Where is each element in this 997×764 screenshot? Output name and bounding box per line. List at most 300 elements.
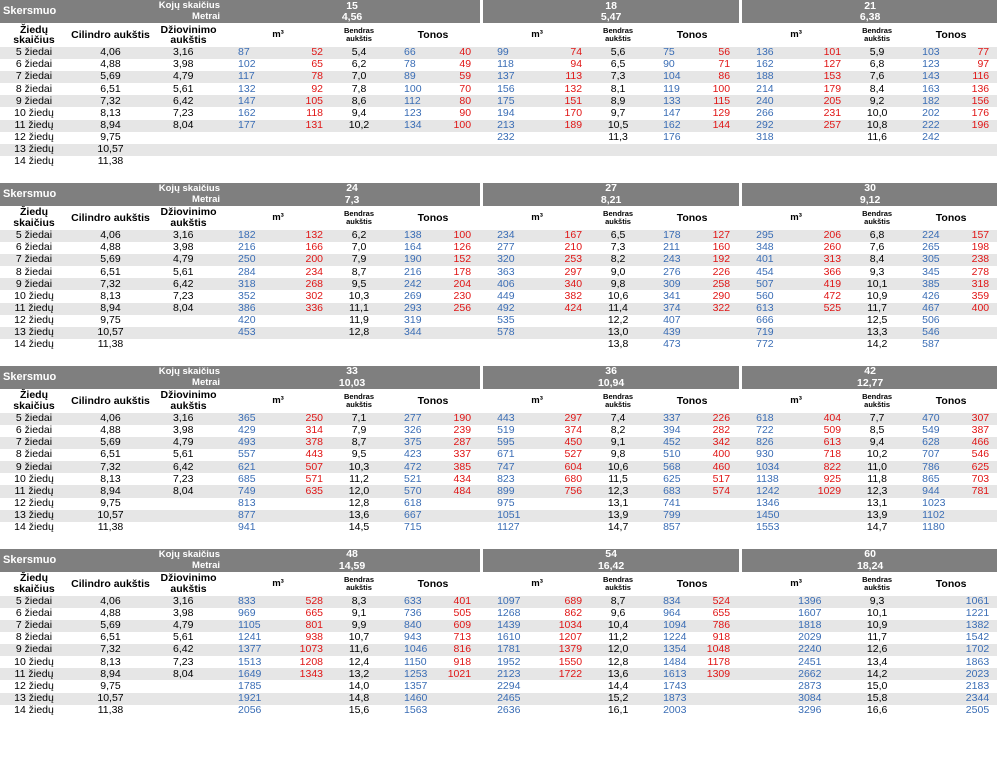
tons-alt-cell [444, 680, 480, 692]
legs-meters-label [153, 549, 224, 572]
cylinder-height-cell: 4,88 [100, 59, 121, 71]
table-row [0, 59, 997, 71]
volume-m3-alt-cell: 302 [305, 290, 324, 302]
tons-cell: 1046 [386, 644, 444, 656]
tons-alt-cell: 517 [712, 473, 731, 485]
volume-m3-cell: 1105 [224, 620, 280, 632]
volume-m3-alt-cell [280, 510, 332, 522]
table-row [0, 339, 997, 351]
tons-alt-cell [703, 132, 739, 144]
table-row [0, 230, 997, 242]
tons-alt-cell: 546 [971, 449, 990, 461]
volume-m3-cell: 429 [238, 424, 256, 437]
tons-alt-cell: 2183 [965, 680, 990, 692]
total-height-cell: 11,0 [850, 461, 904, 473]
volume-m3-cell: 969 [238, 607, 256, 620]
tons-alt-cell: 157 [962, 230, 997, 242]
volume-m3-alt-cell: 297 [564, 266, 583, 278]
volume-m3-cell: 99 [483, 47, 539, 59]
tons-header: Tonos [676, 394, 708, 407]
volume-m3-cell: 454 [756, 266, 774, 278]
volume-m3-alt-cell: 925 [823, 473, 842, 485]
tons-cell [904, 632, 962, 644]
volume-m3-cell [742, 632, 798, 644]
total-height-cell: 13,2 [332, 668, 386, 680]
volume-m3-cell: 613 [742, 303, 798, 315]
volume-m3-alt-cell: 680 [564, 473, 583, 485]
tons-alt-cell: 918 [453, 656, 472, 668]
drying-height-header: Džiovinimo aukštis [160, 572, 217, 595]
tons-cell: 176 [663, 131, 681, 143]
cylinder-height-cell: 4,06 [68, 230, 153, 242]
cylinder-height-cell: 4,06 [68, 413, 153, 425]
table-row [0, 449, 997, 461]
total-height-cell: 10,2 [866, 449, 888, 461]
tons-alt-cell: 176 [971, 107, 990, 119]
cylinder-height-cell: 8,94 [68, 120, 153, 132]
volume-m3-cell: 1439 [483, 620, 539, 632]
volume-m3-alt-cell: 528 [280, 596, 332, 608]
tons-alt-cell: 40 [444, 47, 480, 59]
volume-m3-cell: 899 [483, 485, 539, 497]
volume-m3-cell: 2294 [497, 680, 521, 692]
total-height-cell: 10,9 [850, 620, 904, 632]
volume-m3-alt-cell [539, 680, 591, 692]
tons-cell: 162 [645, 120, 703, 132]
volume-m3-alt-cell: 378 [280, 437, 332, 449]
total-height-cell: 10,9 [866, 290, 888, 302]
table-row [0, 461, 997, 473]
volume-m3-alt-cell: 613 [798, 437, 850, 449]
tons-cell: 407 [663, 314, 681, 326]
group-meters: 14,59 [224, 560, 480, 572]
volume-m3-alt-cell: 336 [280, 303, 332, 315]
tons-cell: 467 [904, 303, 962, 315]
volume-m3-alt-cell: 94 [570, 59, 583, 71]
volume-m3-cell: 671 [497, 449, 515, 461]
volume-m3-alt-cell [539, 339, 591, 351]
table-row [0, 705, 997, 717]
cylinder-height-cell: 8,13 [100, 290, 121, 302]
volume-m3-cell: 117 [224, 71, 280, 83]
volume-m3-alt-cell: 604 [539, 461, 591, 473]
tons-cell [386, 339, 444, 351]
volume-m3-cell: 175 [483, 95, 539, 107]
total-height-cell: 10,6 [607, 290, 629, 302]
volume-m3-cell: 833 [224, 596, 280, 608]
rings-count-header: Žiedų skaičius [13, 23, 55, 46]
tons-cell [904, 668, 962, 680]
legs-meters-label [153, 366, 224, 389]
volume-m3-cell: 318 [224, 278, 280, 290]
volume-m3-alt-cell: 822 [798, 461, 850, 473]
tons-alt-cell: 70 [459, 83, 472, 95]
volume-m3-header: m³ [531, 28, 543, 40]
tons-alt-cell: 226 [703, 413, 739, 425]
volume-m3-cell: 137 [483, 71, 539, 83]
tons-alt-cell: 385 [444, 461, 480, 473]
volume-m3-cell: 975 [497, 497, 515, 509]
section-table [0, 366, 997, 534]
volume-m3-alt-cell [798, 315, 850, 327]
tons-cell: 78 [404, 59, 416, 71]
total-height-cell: 6,5 [610, 59, 626, 71]
tons-cell: 865 [922, 473, 940, 485]
tons-alt-cell [703, 156, 739, 168]
tons-alt-cell: 359 [971, 290, 990, 302]
total-height-cell: 14,4 [607, 680, 629, 692]
volume-m3-cell: 232 [497, 131, 515, 143]
volume-m3-cell: 666 [756, 314, 774, 326]
volume-m3-header: m³ [790, 28, 802, 40]
total-height-cell: 13,0 [591, 327, 645, 339]
volume-m3-alt-cell [798, 327, 850, 339]
table-row [0, 303, 997, 315]
tons-cell: 510 [663, 449, 681, 461]
total-height-cell: 10,5 [591, 120, 645, 132]
tons-alt-cell: 190 [444, 413, 480, 425]
volume-m3-alt-cell: 153 [798, 71, 850, 83]
rings-count-cell: 12 žiedų [14, 497, 54, 509]
volume-m3-alt-cell: 52 [280, 47, 332, 59]
volume-m3-cell: 182 [224, 230, 280, 242]
total-height-cell: 11,9 [349, 314, 369, 326]
volume-m3-alt-cell [798, 144, 850, 156]
volume-m3-cell: 295 [742, 230, 798, 242]
volume-m3-alt-cell: 527 [564, 449, 583, 461]
tons-alt-cell: 1863 [965, 656, 990, 668]
table-row [0, 132, 997, 144]
volume-m3-cell: 156 [497, 83, 515, 95]
drying-height-cell: 6,42 [153, 95, 224, 107]
total-height-cell: 7,1 [332, 413, 386, 425]
volume-m3-alt-cell: 374 [564, 424, 583, 437]
total-height-cell: 11,6 [332, 644, 386, 656]
total-height-cell: 9,7 [610, 107, 626, 119]
tons-alt-cell [703, 315, 739, 327]
cylinder-height-cell: 6,51 [100, 632, 121, 644]
section-spacer [0, 534, 997, 549]
volume-m3-cell: 177 [224, 120, 280, 132]
total-height-cell: 11,5 [608, 473, 628, 485]
drying-height-cell: 7,23 [173, 107, 194, 119]
tons-alt-cell: 918 [712, 632, 731, 644]
total-height-cell: 11,2 [608, 632, 628, 644]
rings-count-cell: 7 žiedai [0, 620, 68, 632]
tons-alt-cell: 1702 [962, 644, 997, 656]
total-height-cell: 12,4 [348, 656, 370, 668]
total-height-cell [591, 156, 645, 168]
volume-m3-alt-cell [280, 315, 332, 327]
tons-cell: 123 [404, 107, 422, 119]
rings-count-cell: 8 žiedai [15, 83, 53, 95]
volume-m3-alt-cell: 801 [280, 620, 332, 632]
rings-count-cell: 8 žiedai [15, 632, 53, 644]
volume-m3-alt-cell: 1208 [299, 656, 324, 668]
total-height-cell: 13,9 [850, 510, 904, 522]
volume-m3-alt-cell [539, 156, 591, 168]
tons-cell: 834 [645, 596, 703, 608]
drying-height-cell: 3,98 [173, 59, 194, 71]
tons-cell: 452 [645, 437, 703, 449]
volume-m3-alt-cell: 472 [823, 290, 842, 302]
cylinder-height-cell: 6,51 [100, 83, 121, 95]
skersmuo-label: Skersmuo [0, 0, 153, 23]
section-table [0, 0, 997, 168]
total-height-cell: 9,0 [610, 266, 626, 278]
total-height-cell: 7,0 [351, 242, 367, 254]
drying-height-cell: 7,23 [173, 656, 194, 668]
volume-m3-cell [742, 656, 798, 668]
tons-cell: 840 [386, 620, 444, 632]
tons-cell: 587 [922, 338, 940, 351]
tons-cell: 202 [922, 107, 940, 119]
volume-m3-alt-cell: 862 [564, 607, 583, 620]
volume-m3-alt-cell: 105 [280, 95, 332, 107]
tons-cell: 1253 [386, 668, 444, 680]
volume-m3-alt-cell: 92 [311, 83, 324, 95]
group-meters: 18,24 [742, 560, 997, 572]
volume-m3-header: m³ [531, 577, 543, 589]
tons-alt-cell: 100 [712, 83, 731, 95]
volume-m3-alt-cell [539, 693, 591, 705]
total-height-cell: 13,1 [607, 497, 629, 509]
volume-m3-alt-cell: 1073 [280, 644, 332, 656]
volume-m3-cell [483, 156, 539, 168]
tons-cell [386, 144, 444, 156]
total-height-cell: 12,2 [607, 314, 629, 326]
tons-cell: 293 [386, 303, 444, 315]
volume-m3-cell: 1051 [483, 510, 539, 522]
tons-cell: 385 [904, 278, 962, 290]
tons-alt-cell: 126 [453, 242, 472, 254]
total-height-cell: 9,2 [850, 95, 904, 107]
tons-cell [904, 596, 962, 608]
tons-alt-cell [962, 132, 997, 144]
volume-m3-cell [742, 156, 798, 168]
table-row [0, 120, 997, 132]
volume-m3-alt-cell: 756 [539, 485, 591, 497]
drying-height-cell: 4,79 [153, 437, 224, 449]
volume-m3-cell: 772 [756, 338, 774, 351]
volume-m3-cell: 214 [756, 83, 774, 95]
cylinder-height-cell: 4,88 [100, 607, 121, 620]
total-height-cell: 15,6 [348, 704, 370, 716]
total-height-cell: 9,1 [591, 437, 645, 449]
rings-count-cell: 12 žiedų [14, 314, 54, 326]
tons-cell: 1094 [645, 620, 703, 632]
skersmuo-label: Skersmuo [0, 183, 153, 206]
volume-m3-alt-cell [539, 315, 591, 327]
volume-m3-cell: 216 [238, 242, 256, 254]
volume-m3-alt-cell: 450 [539, 437, 591, 449]
volume-m3-cell: 320 [483, 254, 539, 266]
drying-height-cell: 8,04 [153, 668, 224, 680]
tons-header: Tonos [935, 211, 967, 224]
tons-cell [904, 620, 962, 632]
rings-count-cell: 6 žiedai [15, 424, 53, 437]
volume-m3-cell: 240 [742, 95, 798, 107]
volume-m3-cell: 507 [742, 278, 798, 290]
tons-cell: 89 [386, 71, 444, 83]
tons-alt-cell: 71 [718, 59, 731, 71]
total-height-header: Bendras aukštis [603, 208, 634, 226]
tons-alt-cell: 786 [703, 620, 739, 632]
tons-cell: 138 [386, 230, 444, 242]
table-row [0, 485, 997, 497]
total-height-header: Bendras aukštis [603, 391, 634, 409]
drying-height-cell: 3,16 [153, 596, 224, 608]
volume-m3-alt-cell: 167 [539, 230, 591, 242]
total-height-cell: 11,1 [332, 303, 386, 315]
tons-alt-cell: 524 [703, 596, 739, 608]
drying-height-cell [153, 156, 224, 168]
tons-cell: 374 [645, 303, 703, 315]
tons-alt-cell: 1021 [444, 668, 480, 680]
cylinder-height-cell: 10,57 [68, 327, 153, 339]
tons-alt-cell: 196 [962, 120, 997, 132]
table-row [0, 144, 997, 156]
tons-cell: 104 [645, 71, 703, 83]
tons-cell: 90 [663, 59, 675, 71]
tons-alt-cell [962, 156, 997, 168]
volume-m3-alt-cell: 507 [280, 461, 332, 473]
total-height-cell: 12,3 [850, 485, 904, 497]
volume-m3-cell: 618 [742, 413, 798, 425]
group-meters: 10,03 [224, 377, 480, 389]
volume-m3-cell: 250 [224, 254, 280, 266]
tons-alt-cell: 129 [712, 107, 731, 119]
tons-alt-cell: 49 [459, 59, 472, 71]
rings-count-cell: 9 žiedai [0, 461, 68, 473]
tons-cell: 103 [904, 47, 962, 59]
volume-m3-alt-cell: 2029 [798, 632, 822, 644]
volume-m3-cell: 2056 [238, 704, 262, 716]
tons-header: Tonos [417, 211, 449, 224]
tons-alt-cell [962, 327, 997, 339]
table-row [0, 71, 997, 83]
total-height-cell: 9,4 [850, 437, 904, 449]
tons-alt-cell [962, 144, 997, 156]
volume-m3-alt-cell: 419 [798, 278, 850, 290]
tons-cell: 741 [663, 497, 681, 509]
tons-cell: 683 [645, 485, 703, 497]
volume-m3-alt-cell: 1034 [539, 620, 591, 632]
volume-m3-cell: 557 [238, 449, 256, 461]
tons-alt-cell: 77 [962, 47, 997, 59]
volume-m3-cell: 1781 [483, 644, 539, 656]
volume-m3-cell [742, 668, 798, 680]
volume-m3-alt-cell: 132 [280, 230, 332, 242]
volume-m3-cell: 685 [238, 473, 256, 485]
rings-count-cell: 8 žiedai [15, 449, 53, 461]
tons-alt-cell: 127 [703, 230, 739, 242]
tons-header: Tonos [676, 28, 708, 41]
tons-cell: 1023 [922, 497, 946, 509]
tons-header: Tonos [417, 394, 449, 407]
group-meters: 8,21 [483, 194, 739, 206]
volume-m3-alt-cell: 525 [798, 303, 850, 315]
volume-m3-cell: 1268 [497, 607, 521, 620]
volume-m3-alt-cell: 3296 [798, 704, 822, 716]
volume-m3-alt-cell: 65 [311, 59, 324, 71]
tons-cell: 715 [404, 521, 422, 534]
rings-count-cell: 13 žiedų [0, 693, 68, 705]
group-legs-count: 33 [224, 366, 480, 378]
volume-m3-cell: 930 [756, 449, 774, 461]
tons-alt-cell: 322 [703, 303, 739, 315]
drying-height-cell [153, 680, 224, 692]
volume-m3-cell: 595 [483, 437, 539, 449]
volume-m3-cell [224, 132, 280, 144]
total-height-cell: 7,8 [351, 83, 367, 95]
total-height-cell: 8,7 [591, 596, 645, 608]
rings-count-cell: 10 žiedų [14, 473, 54, 485]
volume-m3-alt-cell: 1029 [798, 485, 850, 497]
group-legs-count: 54 [483, 549, 739, 561]
volume-m3-cell [742, 620, 798, 632]
volume-m3-alt-cell [280, 327, 332, 339]
total-height-cell: 5,6 [591, 47, 645, 59]
tons-alt-cell: 1542 [965, 632, 990, 644]
total-height-header: Bendras aukštis [344, 574, 375, 592]
drying-height-cell: 5,61 [173, 83, 194, 95]
tons-alt-cell: 1221 [965, 607, 990, 620]
volume-m3-cell: 162 [756, 59, 774, 71]
cylinder-height-header: Cilindro aukštis [71, 577, 150, 590]
tons-alt-cell: 290 [712, 290, 731, 302]
tons-cell: 211 [663, 242, 680, 254]
tons-alt-cell: 816 [444, 644, 480, 656]
total-height-header: Bendras aukštis [862, 574, 893, 592]
drying-height-header: Džiovinimo aukštis [160, 206, 217, 229]
total-height-cell: 6,8 [850, 230, 904, 242]
total-height-cell: 9,5 [351, 449, 367, 461]
tons-cell: 1484 [663, 656, 687, 668]
total-height-cell: 14,5 [348, 521, 370, 534]
volume-m3-cell: 266 [756, 107, 774, 119]
tons-cell: 222 [904, 120, 962, 132]
group-legs-count: 36 [483, 366, 739, 378]
tons-cell: 2003 [663, 704, 687, 716]
volume-m3-alt-cell: 404 [798, 413, 850, 425]
cylinder-height-cell: 7,32 [68, 461, 153, 473]
total-height-cell: 13,9 [591, 510, 645, 522]
tons-alt-cell [962, 339, 997, 351]
tons-alt-cell [962, 510, 997, 522]
total-height-cell: 5,4 [332, 47, 386, 59]
tons-cell: 546 [904, 327, 962, 339]
total-height-cell: 8,1 [610, 83, 626, 95]
table-row [0, 693, 997, 705]
tons-cell: 164 [404, 242, 422, 254]
total-height-cell: 11,4 [591, 303, 645, 315]
total-height-cell: 14,7 [866, 521, 888, 534]
total-height-cell: 9,6 [610, 607, 626, 620]
volume-m3-cell [224, 339, 280, 351]
volume-m3-header: m³ [531, 211, 543, 223]
meters-label: Metrai [192, 11, 221, 22]
table-row [0, 254, 997, 266]
table-row [0, 620, 997, 632]
volume-m3-cell: 234 [483, 230, 539, 242]
total-height-cell: 12,8 [332, 327, 386, 339]
volume-m3-alt-cell [280, 705, 332, 717]
drying-height-cell [153, 339, 224, 351]
volume-m3-header: m³ [272, 577, 284, 589]
drying-height-cell: 4,79 [153, 71, 224, 83]
total-height-cell: 8,6 [332, 95, 386, 107]
